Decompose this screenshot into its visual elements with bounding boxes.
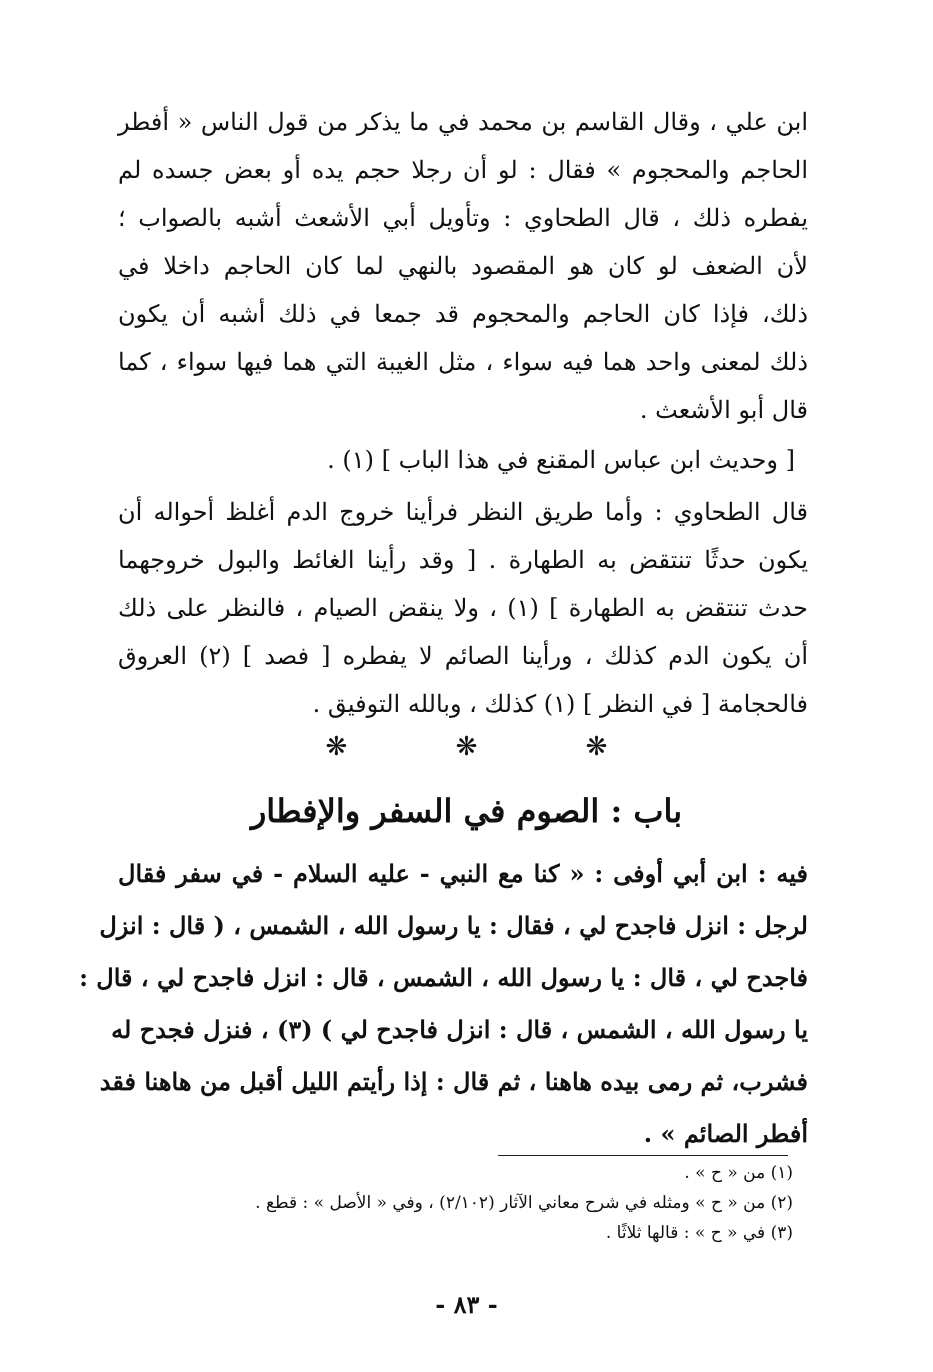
paragraph-nazar-reasoning [118,488,808,728]
text-line: فيه : ابن أبي أوفى : « كنا مع النبي - عليه السلام - في سفر فقال [118,859,808,888]
footnote-divider [498,1155,788,1156]
paragraph-tahawi-commentary [118,98,808,434]
text-line: الحاجم والمحجوم » فقال : لو أن رجلا حجم يده أو بعض جسده لم [118,156,808,184]
text-line: لرجل : انزل فاجدح لي ، فقال : يا رسول الله ، الشمس ، ( قال : انزل [99,911,808,940]
text-line: يكون حدثًا تنتقض به الطهارة . [ وقد رأينا الغائط والبول خروجهما [118,546,808,574]
text-line: [ وحديث ابن عباس المقنع في هذا الباب ] (١) . [327,446,795,474]
text-line: أفطر الصائم » . [643,1119,808,1148]
text-line: قال الطحاوي : وأما طريق النظر فرأينا خروج الدم أغلظ أحواله أن [118,498,808,526]
text-line: لأن الضعف لو كان هو المقصود بالنهي لما كان الحاجم داخلا في [118,252,808,280]
text-line: ذلك لمعنى واحد هما فيه سواء ، مثل الغيبة التي هما فيها سواء ، كما [118,348,808,376]
text-line: ابن علي ، وقال القاسم بن محمد في ما يذكر من قول الناس « أفطر [118,108,808,136]
footnote-2: (٢) من « ح » ومثله في شرح معاني الآثار (٢/١٠٢) ، وفي « الأصل » : قطع . [255,1193,793,1213]
text-line: قال أبو الأشعث . [639,396,808,424]
page-number: - ٨٣ - [435,1290,498,1319]
footnote-1: (١) من « ح » . [684,1163,793,1183]
chapter-heading: باب : الصوم في السفر والإفطار [250,792,683,830]
text-line: يفطره ذلك ، قال الطحاوي : وتأويل أبي الأشعث أشبه بالصواب ؛ [118,204,808,232]
paragraph-hadith-ibn-abi-awfa [79,848,808,1160]
text-line: فالحجامة [ في النظر ] (١) كذلك ، وبالله التوفيق . [312,690,808,718]
section-separator-stars: ❋ ❋ ❋ [325,732,658,762]
text-line: حدث تنتقض به الطهارة ] (١) ، ولا ينقض الصيام ، فالنظر على ذلك [118,594,809,622]
footnote-3: (٣) في « ح » : قالها ثلاثًا . [605,1223,793,1243]
text-line: يا رسول الله ، الشمس ، قال : انزل فاجدح لي ) (٣) ، فنزل فجدح له [111,1015,808,1044]
text-line: أن يكون الدم كذلك ، ورأينا الصائم لا يفطره [ فصد ] (٢) العروق [118,642,808,670]
paragraph-ibn-abbas-note [118,436,795,484]
text-line: ذلك، فإذا كان الحاجم والمحجوم قد جمعا في ذلك أشبه أن يكون [118,300,808,328]
footnotes [120,1158,793,1248]
text-line: فاجدح لي ، قال : يا رسول الله ، الشمس ، قال : انزل فاجدح لي ، قال : [79,963,808,992]
text-line: فشرب، ثم رمى بيده هاهنا ، ثم قال : إذا رأيتم الليل أقبل من هاهنا فقد [99,1067,808,1096]
